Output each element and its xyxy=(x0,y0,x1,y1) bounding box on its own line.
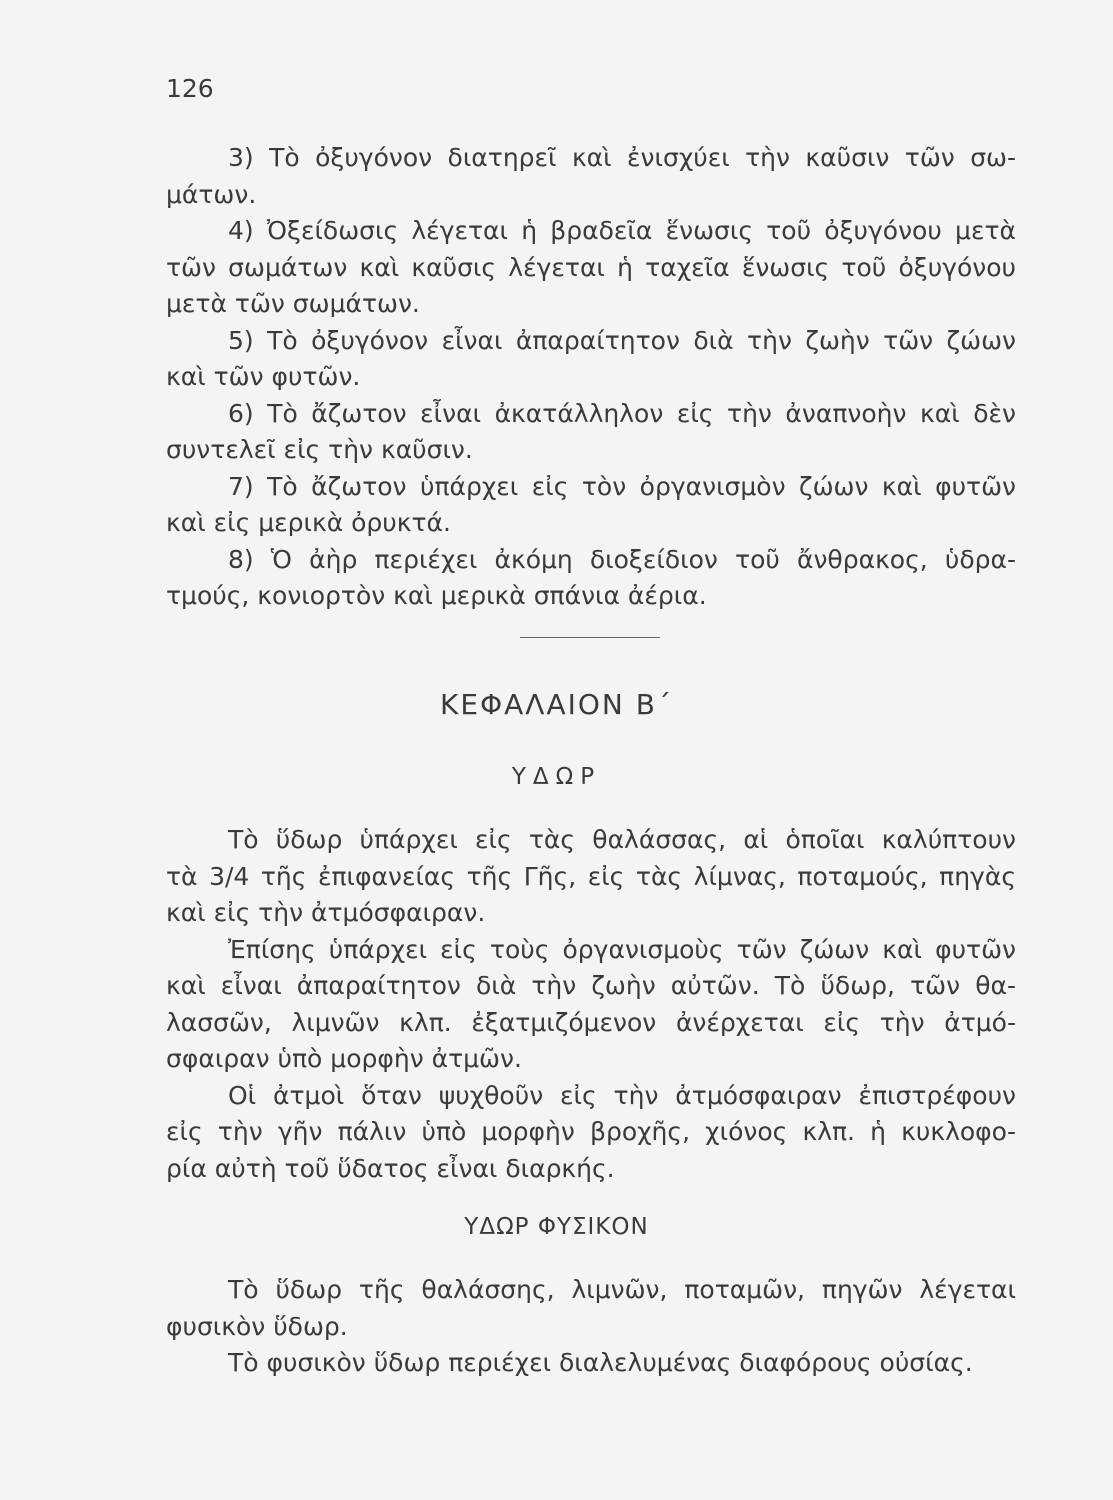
water-line-3: καὶ εἰς τὴν ἀτμόσφαιραν. xyxy=(166,898,486,927)
section-title: ΥΔΩΡ ΦΥΣΙΚΟΝ xyxy=(464,1214,649,1240)
point-5-line-1: 5) Τὸ ὀξυγόνον εἶναι ἀπαραίτητον διὰ τὴν ζωὴν τῶν ζώων xyxy=(228,325,1016,355)
section-divider xyxy=(520,637,660,638)
point-4-line-1: 4) Ὀξείδωσις λέγεται ἡ βραδεῖα ἕνωσις τοῦ ὀξυγόνου μετὰ xyxy=(228,216,1016,245)
point-3-line-2: μάτων. xyxy=(166,179,257,209)
water-line-5: καὶ εἶναι ἀπαραίτητον διὰ τὴν ζωὴν αὐτῶν. Τὸ ὕδωρ, τῶν θα- xyxy=(166,971,1016,1000)
points-list xyxy=(166,140,1016,638)
water-line-7: σφαιραν ὑπὸ μορφὴν ἀτμῶν. xyxy=(166,1044,522,1073)
water-line-6: λασσῶν, λιμνῶν κλπ. ἐξατμιζόμενον ἀνέρχεται εἰς τὴν ἀτμό- xyxy=(166,1007,1016,1037)
point-8-line-1: 8) Ὁ ἀὴρ περιέχει ἀκόμη διοξείδιον τοῦ ἄνθρακος, ὑδρα- xyxy=(228,544,1016,574)
page-number: 126 xyxy=(166,74,214,103)
chapter-subtitle: ΥΔΩΡ xyxy=(511,764,602,790)
water-line-10: ρία αὐτὴ τοῦ ὕδατος εἶναι διαρκής. xyxy=(166,1153,615,1183)
water-line-9: εἰς τὴν γῆν πάλιν ὑπὸ μορφὴν βροχῆς, χιόνος κλπ. ἡ κυκλοφο- xyxy=(166,1117,1016,1146)
natural-water-line-2: φυσικὸν ὕδωρ. xyxy=(166,1311,348,1341)
point-8-line-2: τμούς, κονιορτὸν καὶ μερικὰ σπάνια ἀέρια. xyxy=(166,581,707,610)
water-line-8: Οἱ ἀτμοὶ ὅταν ψυχθοῦν εἰς τὴν ἀτμόσφαιραν ἐπιστρέφουν xyxy=(228,1080,1016,1110)
natural-water-line-1: Τὸ ὕδωρ τῆς θαλάσσης, λιμνῶν, ποταμῶν, πηγῶν λέγεται xyxy=(228,1275,1016,1304)
natural-water-line-3: Τὸ φυσικὸν ὕδωρ περιέχει διαλελυμένας διαφόρους οὐσίας. xyxy=(228,1348,973,1377)
natural-water-paragraphs xyxy=(166,1272,1016,1382)
water-line-2: τὰ 3/4 τῆς ἐπιφανείας τῆς Γῆς, εἰς τὰς λίμνας, ποταμούς, πηγὰς xyxy=(166,861,1016,891)
water-line-1: Τὸ ὕδωρ ὑπάρχει εἰς τὰς θαλάσσας, αἱ ὁποῖαι καλύπτουν xyxy=(228,825,1016,854)
point-3-line-1: 3) Τὸ ὀξυγόνον διατηρεῖ καὶ ἐνισχύει τὴν καῦσιν τῶν σω- xyxy=(228,143,1016,172)
water-paragraphs xyxy=(166,822,1016,1187)
point-5-line-2: καὶ τῶν φυτῶν. xyxy=(166,362,361,391)
chapter-title: ΚΕΦΑΛΑΙΟΝ Β΄ xyxy=(440,688,673,721)
point-7-line-2: καὶ εἰς μερικὰ ὀρυκτά. xyxy=(166,508,451,537)
point-4-line-3: μετὰ τῶν σωμάτων. xyxy=(166,289,420,318)
point-6-line-2: συντελεῖ εἰς τὴν καῦσιν. xyxy=(166,435,473,464)
point-4-line-2: τῶν σωμάτων καὶ καῦσις λέγεται ἡ ταχεῖα ἕνωσις τοῦ ὀξυγόνου xyxy=(166,252,1016,282)
water-line-4: Ἐπίσης ὑπάρχει εἰς τοὺς ὀργανισμοὺς τῶν ζώων καὶ φυτῶν xyxy=(228,934,1016,964)
point-7-line-1: 7) Τὸ ἄζωτον ὑπάρχει εἰς τὸν ὀργανισμὸν ζώων καὶ φυτῶν xyxy=(228,471,1016,501)
point-6-line-1: 6) Τὸ ἄζωτον εἶναι ἀκατάλληλον εἰς τὴν ἀναπνοὴν καὶ δὲν xyxy=(228,398,1016,428)
